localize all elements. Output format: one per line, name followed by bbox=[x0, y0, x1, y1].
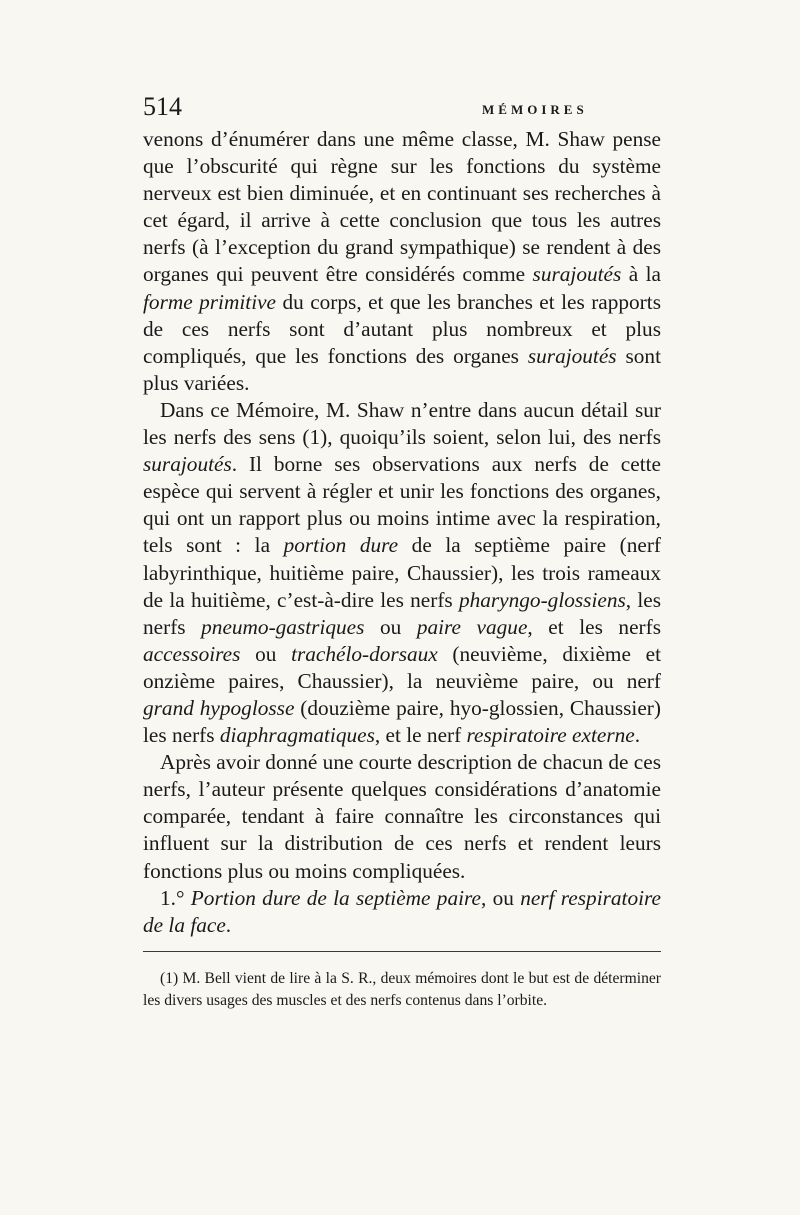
text-run: , et les nerfs bbox=[527, 614, 661, 639]
text-run: . bbox=[225, 912, 232, 937]
page-header bbox=[143, 92, 661, 122]
italic-text: diaphragmatiques bbox=[219, 723, 375, 748]
text-run: , et le nerf bbox=[374, 723, 467, 748]
italic-text: Portion dure de la septième paire bbox=[190, 885, 481, 910]
italic-text: portion dure bbox=[283, 533, 399, 558]
text-run: (neuvième, dixième et onzième paires, Chaussier), la neuvième paire, ou nerf bbox=[143, 641, 661, 693]
footnote-rule bbox=[143, 951, 661, 952]
text-run: ou bbox=[240, 641, 292, 666]
italic-text: grand hypoglosse bbox=[143, 695, 295, 720]
text-run: de la septième paire (nerf labyrinthique, huitième paire, Chaussier), les trois rameaux de la huitième, c’est-à-dire les nerfs bbox=[143, 533, 661, 612]
text-run: sont plus variées. bbox=[143, 343, 662, 395]
body-text bbox=[143, 126, 661, 939]
text-run: (douzième paire, hyo-glossien, Chaussier) les nerfs bbox=[143, 695, 661, 748]
text-run: , ou bbox=[480, 885, 521, 910]
text-run: 1.° bbox=[160, 885, 191, 910]
running-head: MÉMOIRES bbox=[482, 102, 588, 117]
paragraph bbox=[143, 126, 661, 397]
footnote bbox=[143, 968, 661, 1011]
italic-text: surajoutés bbox=[532, 262, 622, 287]
italic-text: forme primitive bbox=[143, 289, 277, 314]
text-run: du corps, et que les branches et les rapports de ces nerfs sont d’autant plus nombreux et plus compliqués, que les fonctions des organes bbox=[143, 289, 661, 368]
paragraph bbox=[143, 749, 661, 884]
italic-text: pneumo-gastriques bbox=[201, 614, 365, 639]
text-run: à la bbox=[621, 262, 661, 287]
footnote-text: (1) M. Bell vient de lire à la S. R., deux mémoires dont le but est de déterminer les divers usages des muscles et des nerfs contenus dans l’orbite. bbox=[143, 970, 661, 1009]
page-number: 514 bbox=[143, 92, 182, 121]
text-run: Dans ce Mémoire, M. Shaw n’entre dans aucun détail sur les nerfs des sens (1), quoiqu’ils soient, selon lui, des nerfs bbox=[143, 397, 661, 450]
italic-text: respiratoire externe bbox=[466, 723, 635, 748]
italic-text: paire vague bbox=[416, 614, 528, 639]
italic-text: pharyngo-glossiens bbox=[458, 587, 626, 612]
paragraph bbox=[143, 397, 661, 749]
italic-text: surajoutés bbox=[527, 343, 617, 368]
text-run: venons d’énumérer dans une même classe, M. Shaw pense que l’obscurité qui règne sur les fonctions du système nerveux est bien diminuée, et en continuant ses recherches à cet égard, il arrive à cette conclusion que tous les autres nerfs (à l’exception du grand sympathique) se rendent à des organes qui peuvent être considérés comme bbox=[143, 127, 661, 287]
italic-text: accessoires bbox=[143, 641, 241, 666]
italic-text: surajoutés bbox=[143, 452, 232, 477]
text-run: Après avoir donné une courte description de chacun de ces nerfs, l’auteur présente quelques considérations d’anatomie comparée, tendant à faire connaître les circonstances qui influent sur la distribution de ces nerfs et rendent leurs fonctions plus ou moins compliquées. bbox=[143, 750, 661, 883]
text-run: . bbox=[634, 723, 641, 748]
paragraph bbox=[143, 885, 661, 939]
italic-text: nerf respiratoire de la face bbox=[143, 885, 661, 937]
text-run: . Il borne ses observations aux nerfs de cette espèce qui servent à régler et unir les fonctions des organes, qui ont un rapport plus ou moins intime avec la respiration, tels sont : la bbox=[143, 452, 661, 558]
text-run: ou bbox=[364, 614, 417, 639]
italic-text: trachélo-dorsaux bbox=[291, 641, 438, 666]
text-run: , les nerfs bbox=[143, 587, 662, 639]
